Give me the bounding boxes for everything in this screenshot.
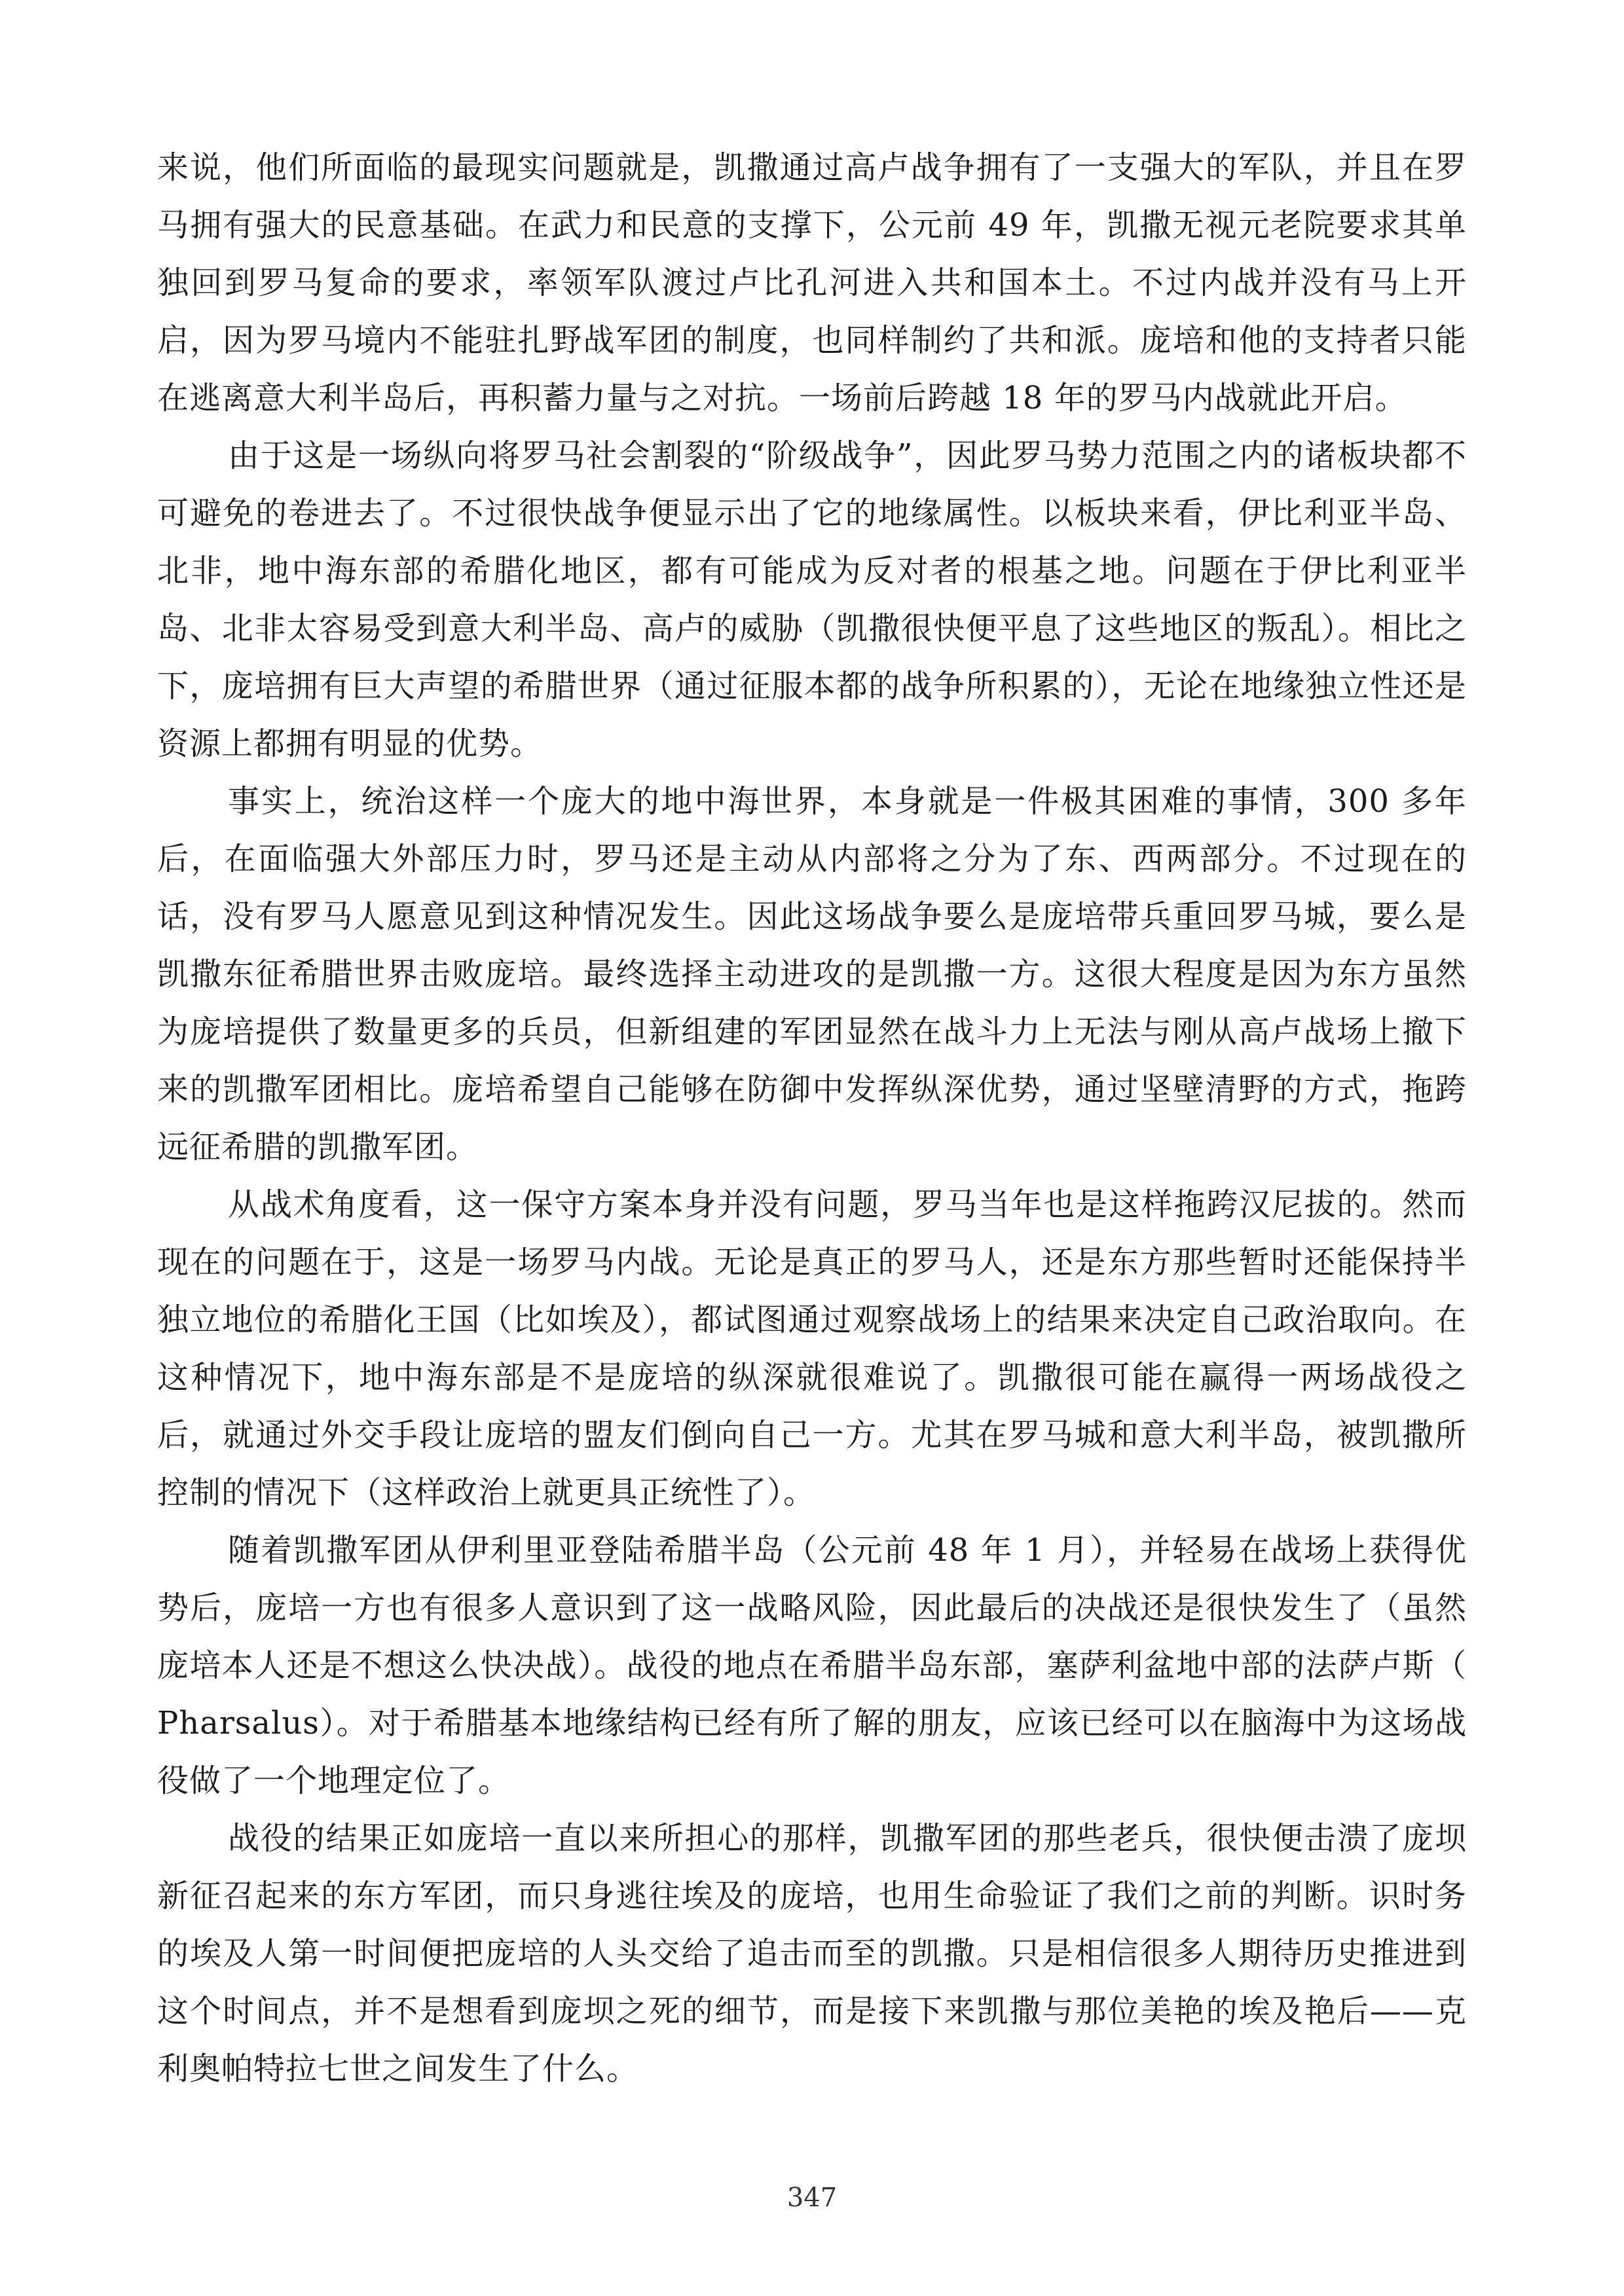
paragraph-3: 事实上，统治这样一个庞大的地中海世界，本身就是一件极其困难的事情，300 多年后，在面临强大外部压力时，罗马还是主动从内部将之分为了东、西两部分。不过现在的话，没有罗马人愿意见到这种情况发生。因此这场战争要么是庞培带兵重回罗马城，要么是凯撒东征希腊世界击败庞培。最终选择主动进攻的是凯撒一方。这很大程度是因为东方虽然为庞培提供了数量更多的兵员，但新组建的军团显然在战斗力上无法与刚从高卢战场上撤下来的凯撒军团相比。庞培希望自己能够在防御中发挥纵深优势，通过坚壁清野的方式，拖跨远征希腊的凯撒军团。 bbox=[157, 783, 1467, 1165]
paragraph-1: 来说，他们所面临的最现实问题就是，凯撒通过高卢战争拥有了一支强大的军队，并且在罗马拥有强大的民意基础。在武力和民意的支撑下，公元前 49 年，凯撒无视元老院要求其单独回到罗马复命的要求，率领军队渡过卢比孔河进入共和国本土。不过内战并没有马上开启，因为罗马境内不能驻扎野战军团的制度，也同样制约了共和派。庞培和他的支持者只能在逃离意大利半岛后，再积蓄力量与之对抗。一场前后跨越 18 年的罗马内战就此开启。 bbox=[157, 149, 1467, 416]
paragraph-2: 由于这是一场纵向将罗马社会割裂的“阶级战争”，因此罗马势力范围之内的诸板块都不可避免的卷进去了。不过很快战争便显示出了它的地缘属性。以板块来看，伊比利亚半岛、北非，地中海东部的希腊化地区，都有可能成为反对者的根基之地。问题在于伊比利亚半岛、北非太容易受到意大利半岛、高卢的威胁（凯撒很快便平息了这些地区的叛乱）。相比之下，庞培拥有巨大声望的希腊世界（通过征服本都的战争所积累的），无论在地缘独立性还是资源上都拥有明显的优势。 bbox=[157, 437, 1467, 762]
body-text bbox=[157, 139, 1467, 2098]
paragraph-6: 战役的结果正如庞培一直以来所担心的那样，凯撒军团的那些老兵，很快便击溃了庞坝新征召起来的东方军团，而只身逃往埃及的庞培，也用生命验证了我们之前的判断。识时务的埃及人第一时间便把庞培的人头交给了追击而至的凯撒。只是相信很多人期待历史推进到这个时间点，并不是想看到庞坝之死的细节，而是接下来凯撒与那位美艳的埃及艳后——克利奥帕特拉七世之间发生了什么。 bbox=[157, 1820, 1467, 2087]
page-number: 347 bbox=[786, 2183, 838, 2213]
paragraph-4: 从战术角度看，这一保守方案本身并没有问题，罗马当年也是这样拖跨汉尼拔的。然而现在的问题在于，这是一场罗马内战。无论是真正的罗马人，还是东方那些暂时还能保持半独立地位的希腊化王国（比如埃及），都试图通过观察战场上的结果来决定自己政治取向。在这种情况下，地中海东部是不是庞培的纵深就很难说了。凯撒很可能在赢得一两场战役之后，就通过外交手段让庞培的盟友们倒向自己一方。尤其在罗马城和意大利半岛，被凯撒所控制的情况下（这样政治上就更具正统性了）。 bbox=[157, 1186, 1467, 1511]
paragraph-5: 随着凯撒军团从伊利里亚登陆希腊半岛（公元前 48 年 1 月），并轻易在战场上获得优势后，庞培一方也有很多人意识到了这一战略风险，因此最后的决战还是很快发生了（虽然庞培本人还是不想这么快决战）。战役的地点在希腊半岛东部，塞萨利盆地中部的法萨卢斯（ Pharsalus）。对于希腊基本地缘结构已经有所了解的朋友，应该已经可以在脑海中为这场战役做了一个地理定位了。 bbox=[157, 1532, 1467, 1799]
